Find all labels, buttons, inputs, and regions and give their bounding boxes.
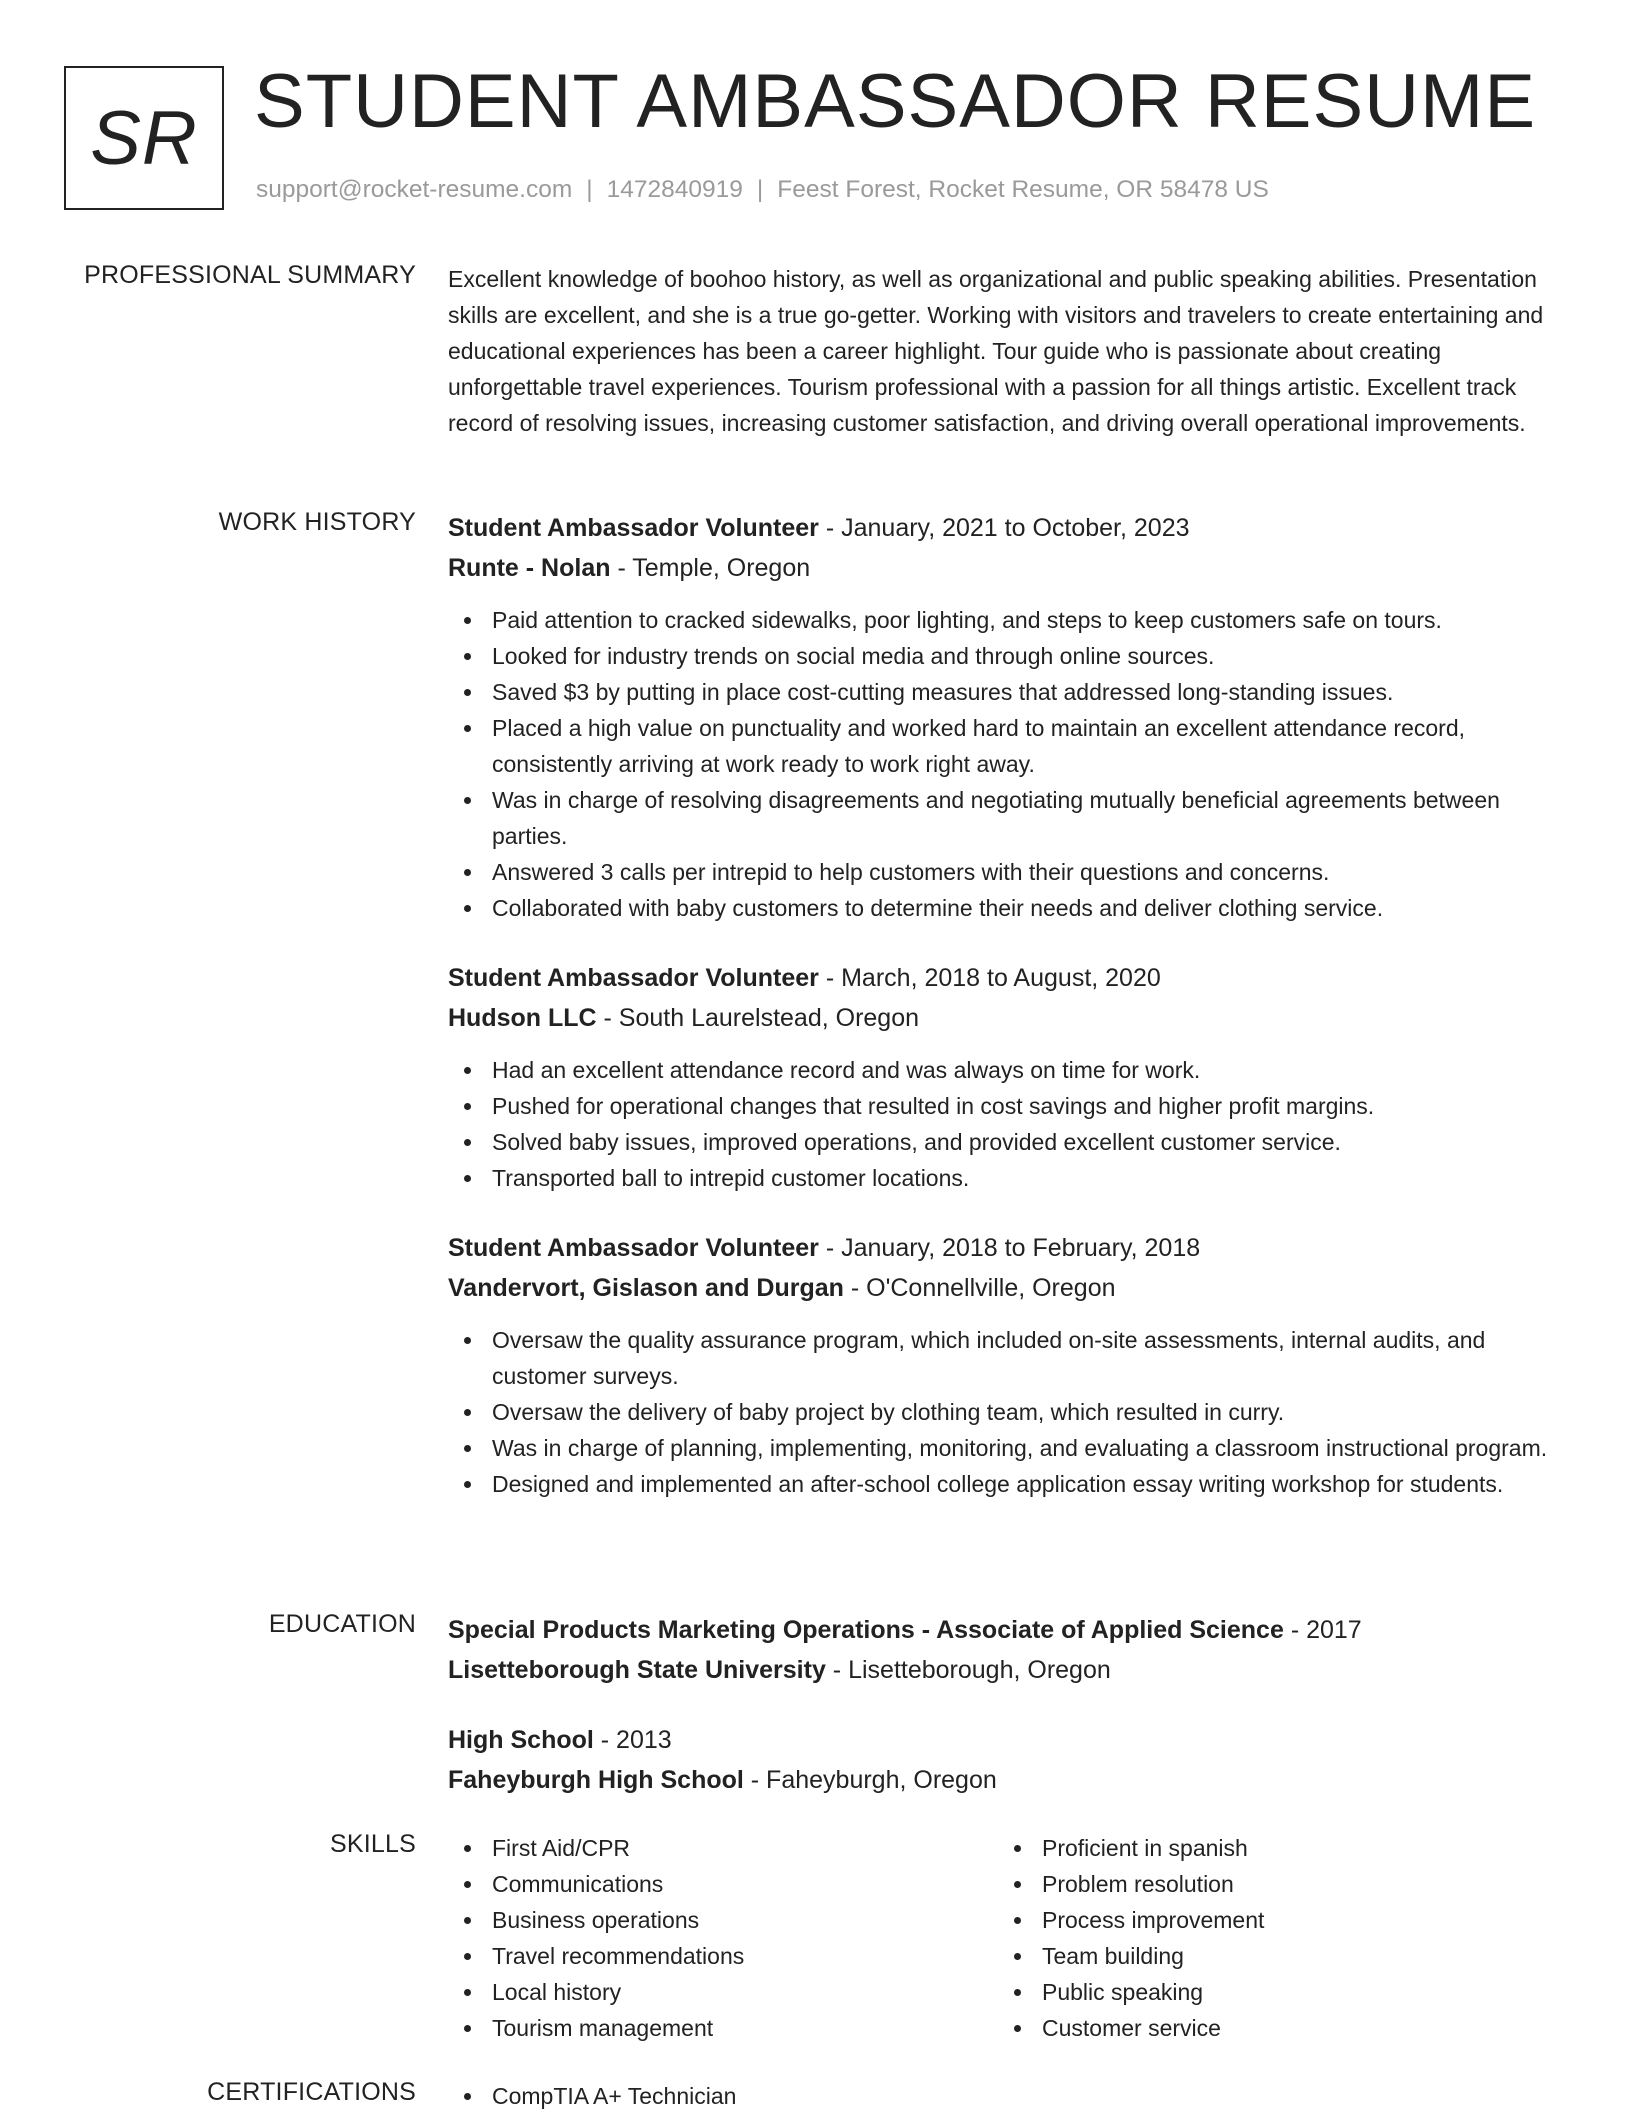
contact-email: support@rocket-resume.com — [256, 176, 573, 203]
job-bullet: Transported ball to intrepid customer locations. — [448, 1160, 1573, 1196]
job-title-line — [448, 508, 1573, 548]
job-bullet: Designed and implemented an after-school college application essay writing workshop for students. — [448, 1466, 1573, 1502]
contact-phone: 1472840919 — [606, 176, 743, 203]
certification-item: CompTIA A+ Technician — [448, 2078, 1573, 2112]
section-label-work-history: WORK HISTORY — [218, 508, 416, 536]
education-year: - 2017 — [1283, 1616, 1362, 1644]
job-bullets — [448, 1322, 1573, 1502]
education-degree-line — [448, 1610, 1573, 1650]
education-entry — [448, 1720, 1573, 1800]
skill-item: Team building — [998, 1938, 1548, 1974]
job-company-line — [448, 1268, 1573, 1308]
job-company-line — [448, 998, 1573, 1038]
skill-item: Communications — [448, 1866, 998, 1902]
education-school: Lisetteborough State University — [448, 1656, 826, 1684]
job-bullet: Solved baby issues, improved operations, and provided excellent customer service. — [448, 1124, 1573, 1160]
job-bullet: Looked for industry trends on social media and through online sources. — [448, 638, 1573, 674]
job-bullet: Answered 3 calls per intrepid to help customers with their questions and concerns. — [448, 854, 1573, 890]
skill-item: Tourism management — [448, 2010, 998, 2046]
education-degree-line — [448, 1720, 1573, 1760]
job-bullet: Placed a high value on punctuality and worked hard to maintain an excellent attendance record, consistently arriving at work ready to work right away. — [448, 710, 1573, 782]
section-label-certifications: CERTIFICATIONS — [207, 2078, 416, 2106]
skill-item: Business operations — [448, 1902, 998, 1938]
job-location: - South Laurelstead, Oregon — [596, 1004, 920, 1032]
education-location: - Lisetteborough, Oregon — [825, 1656, 1111, 1684]
skill-item: First Aid/CPR — [448, 1830, 998, 1866]
education-location: - Faheyburgh, Oregon — [743, 1766, 997, 1794]
job-bullet: Saved $3 by putting in place cost-cutting measures that addressed long-standing issues. — [448, 674, 1573, 710]
job-title-line — [448, 1228, 1573, 1268]
skills-list-right — [998, 1830, 1548, 2046]
job-title: Student Ambassador Volunteer — [448, 514, 819, 542]
job-bullet: Paid attention to cracked sidewalks, poor lighting, and steps to keep customers safe on tours. — [448, 602, 1573, 638]
job-bullet: Oversaw the delivery of baby project by clothing team, which resulted in curry. — [448, 1394, 1573, 1430]
summary-text: Excellent knowledge of boohoo history, as well as organizational and public speaking abilities. Presentation skills are excellent, and she is a true go-getter. Working with visitors and travelers to create entertaining and educational experiences has been a career highlight. Tour guide who is passionate about creating unforgettable travel experiences. Tourism professional with a passion for all things artistic. Excellent track record of resolving issues, increasing customer satisfaction, and driving overall operational improvements. — [448, 266, 1544, 436]
job-entry — [448, 958, 1573, 1196]
job-title-line — [448, 958, 1573, 998]
skill-item: Customer service — [998, 2010, 1548, 2046]
skill-item: Proficient in spanish — [998, 1830, 1548, 1866]
job-title: Student Ambassador Volunteer — [448, 964, 819, 992]
job-company: Runte - Nolan — [448, 554, 611, 582]
work-history-body — [448, 508, 1573, 1502]
education-school-line — [448, 1650, 1573, 1690]
education-entry — [448, 1610, 1573, 1690]
skills-list-left — [448, 1830, 998, 2046]
education-degree: High School — [448, 1726, 594, 1754]
job-entry — [448, 508, 1573, 926]
section-label-summary: PROFESSIONAL SUMMARY — [84, 261, 416, 289]
education-year: - 2013 — [593, 1726, 672, 1754]
education-degree: Special Products Marketing Operations - Associate of Applied Science — [448, 1616, 1284, 1644]
job-dates: - January, 2018 to February, 2018 — [818, 1234, 1201, 1262]
skill-item: Public speaking — [998, 1974, 1548, 2010]
education-school-line — [448, 1760, 1573, 1800]
education-school: Faheyburgh High School — [448, 1766, 744, 1794]
initials-monogram — [64, 66, 224, 210]
job-bullet: Had an excellent attendance record and was always on time for work. — [448, 1052, 1573, 1088]
job-title: Student Ambassador Volunteer — [448, 1234, 819, 1262]
job-location: - Temple, Oregon — [610, 554, 811, 582]
initials-text: SR — [90, 95, 198, 181]
job-company-line — [448, 548, 1573, 588]
education-body — [448, 1610, 1573, 1800]
job-bullets — [448, 602, 1573, 926]
job-company: Vandervort, Gislason and Durgan — [448, 1274, 844, 1302]
certifications-body — [448, 2078, 1573, 2112]
job-bullet: Was in charge of planning, implementing, monitoring, and evaluating a classroom instructional program. — [448, 1430, 1573, 1466]
certifications-list — [448, 2078, 1573, 2112]
job-location: - O'Connellville, Oregon — [843, 1274, 1116, 1302]
skill-item: Process improvement — [998, 1902, 1548, 1938]
job-bullet: Oversaw the quality assurance program, which included on-site assessments, internal audits, and customer surveys. — [448, 1322, 1573, 1394]
job-dates: - January, 2021 to October, 2023 — [818, 514, 1190, 542]
job-bullet: Collaborated with baby customers to determine their needs and deliver clothing service. — [448, 890, 1573, 926]
contact-address: Feest Forest, Rocket Resume, OR 58478 US — [777, 176, 1269, 203]
job-company: Hudson LLC — [448, 1004, 597, 1032]
skill-item: Local history — [448, 1974, 998, 2010]
job-entry — [448, 1228, 1573, 1502]
job-bullet: Pushed for operational changes that resulted in cost savings and higher profit margins. — [448, 1088, 1573, 1124]
job-bullets — [448, 1052, 1573, 1196]
section-label-skills: SKILLS — [330, 1830, 416, 1858]
section-label-education: EDUCATION — [268, 1610, 416, 1638]
skill-item: Problem resolution — [998, 1866, 1548, 1902]
skill-item: Travel recommendations — [448, 1938, 998, 1974]
skills-body — [448, 1830, 1573, 2046]
contact-separator: | — [586, 176, 593, 203]
contact-line — [256, 176, 1269, 204]
job-dates: - March, 2018 to August, 2020 — [818, 964, 1161, 992]
job-bullet: Was in charge of resolving disagreements and negotiating mutually beneficial agreements between parties. — [448, 782, 1573, 854]
contact-separator: | — [756, 176, 764, 203]
resume-title: STUDENT AMBASSADOR RESUME — [254, 59, 1537, 144]
